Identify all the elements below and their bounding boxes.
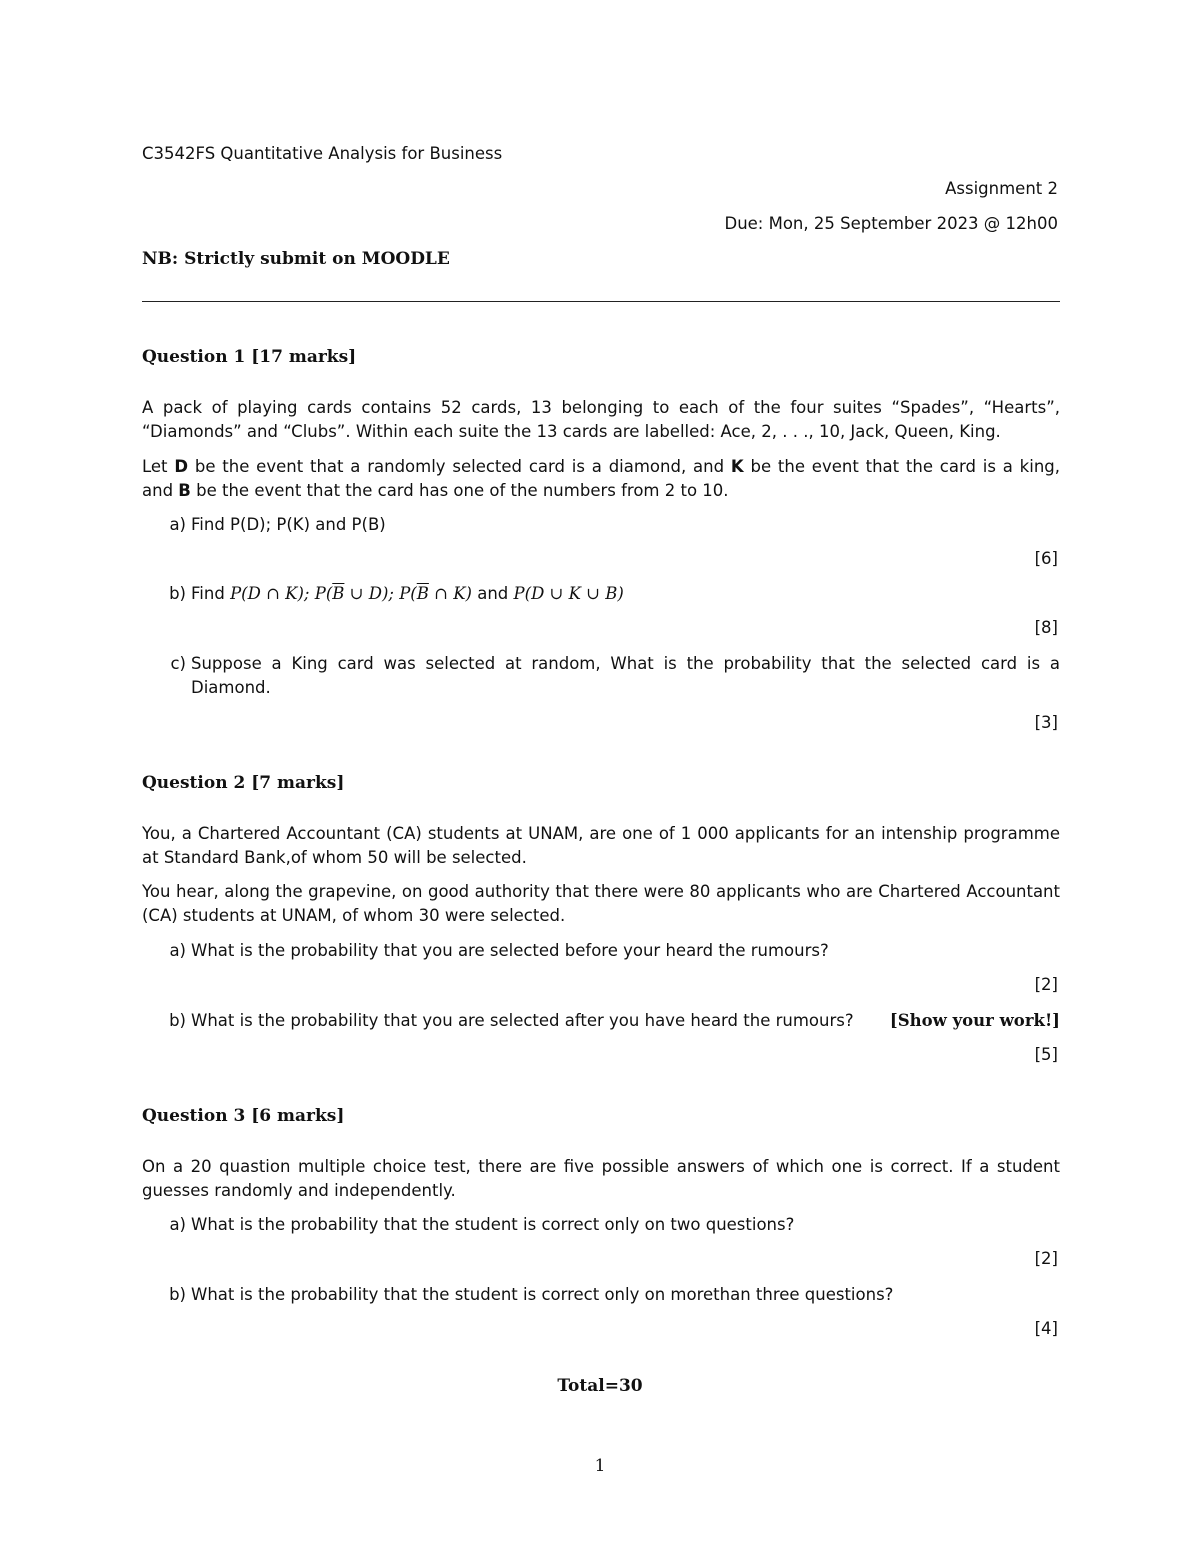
submission-note: NB: Strictly submit on MOODLE [142, 249, 450, 269]
math-expression: P(D ∩ K); [230, 584, 310, 603]
math-expression [399, 584, 472, 603]
math-expression [315, 584, 394, 603]
question-3b-marks: [4] [1034, 1319, 1058, 1338]
show-work-note: [Show your work!] [889, 1011, 1060, 1030]
math-part: ∪ D); [344, 584, 394, 603]
text-segment: Let [142, 457, 175, 476]
question-2-paragraph-1: You, a Chartered Accountant (CA) students at UNAM, are one of 1 000 applicants for an intenship programme at Standard Bank,of whom 50 will be selected. [142, 824, 1060, 867]
item-text [191, 1009, 1060, 1033]
question-1c [160, 652, 1060, 700]
math-part: ∩ K) [428, 584, 472, 603]
text-segment: What is the probability that you are selected after you have heard the rumours? [191, 1011, 854, 1030]
question-2a-marks: [2] [1034, 975, 1058, 994]
item-label: c) [170, 654, 186, 673]
item-text: Suppose a King card was selected at random, What is the probability that the selected card is a Diamond. [191, 654, 1060, 697]
question-1b-marks: [8] [1034, 618, 1058, 637]
event-b: B [178, 481, 191, 500]
item-label: b) [169, 1011, 186, 1030]
page-number: 1 [594, 1456, 606, 1476]
question-3-heading: Question 3 [6 marks] [142, 1106, 345, 1126]
item-text [191, 582, 1060, 606]
header-divider [142, 301, 1060, 302]
item-label: a) [169, 941, 186, 960]
question-1-heading: Question 1 [17 marks] [142, 347, 357, 367]
item-text: What is the probability that you are selected before your heard the rumours? [191, 941, 829, 960]
text-segment: be the event that the card has one of the numbers from 2 to 10. [190, 481, 729, 500]
question-1c-marks: [3] [1034, 713, 1058, 732]
item-label: b) [169, 1285, 186, 1304]
complement-b: $\overline{B}$ [416, 584, 429, 603]
item-text: What is the probability that the student is correct only on two questions? [191, 1215, 795, 1234]
item-label: a) [169, 515, 186, 534]
due-date: Due: Mon, 25 September 2023 @ 12h00 [724, 214, 1058, 233]
complement-b: $\overline{B}$ [332, 584, 345, 603]
text-segment: be the event that a randomly selected card is a diamond, and [188, 457, 731, 476]
text-segment: and [477, 584, 509, 603]
total-marks: Total=30 [557, 1376, 643, 1396]
question-1a-marks: [6] [1034, 549, 1058, 568]
question-1-paragraph-1: A pack of playing cards contains 52 cards, 13 belonging to each of the four suites “Spades”, “Hearts”, “Diamonds” and “Clubs”. Within each suite the 13 cards are labelled: Ace, 2, . . ., 10, Jack, Queen, King. [142, 398, 1060, 441]
text-segment: be the event that the card is a king, and [142, 457, 1060, 500]
question-2-paragraph-2: You hear, along the grapevine, on good authority that there were 80 applicants who are Chartered Accountant (CA) students at UNAM, of whom 30 were selected. [142, 882, 1060, 925]
course-title: C3542FS Quantitative Analysis for Business [142, 144, 503, 163]
question-3a-marks: [2] [1034, 1249, 1058, 1268]
question-1-paragraph-2 [142, 455, 1060, 503]
item-label: b) [169, 584, 186, 603]
math-part: P( [314, 584, 333, 603]
question-2-heading: Question 2 [7 marks] [142, 773, 345, 793]
assignment-label: Assignment 2 [945, 179, 1058, 198]
item-text: Find P(D); P(K) and P(B) [191, 515, 386, 534]
item-label: a) [169, 1215, 186, 1234]
math-expression: P(D ∪ K ∪ B) [513, 584, 624, 603]
question-2b-marks: [5] [1034, 1045, 1058, 1064]
item-text: What is the probability that the student is correct only on morethan three questions? [191, 1285, 894, 1304]
event-d: D [174, 457, 189, 476]
text-segment: Find [191, 584, 225, 603]
question-3-paragraph-1: On a 20 quastion multiple choice test, there are five possible answers of which one is correct. If a student guesses randomly and independently. [142, 1157, 1060, 1200]
math-part: P( [399, 584, 417, 603]
event-k: K [730, 457, 744, 476]
